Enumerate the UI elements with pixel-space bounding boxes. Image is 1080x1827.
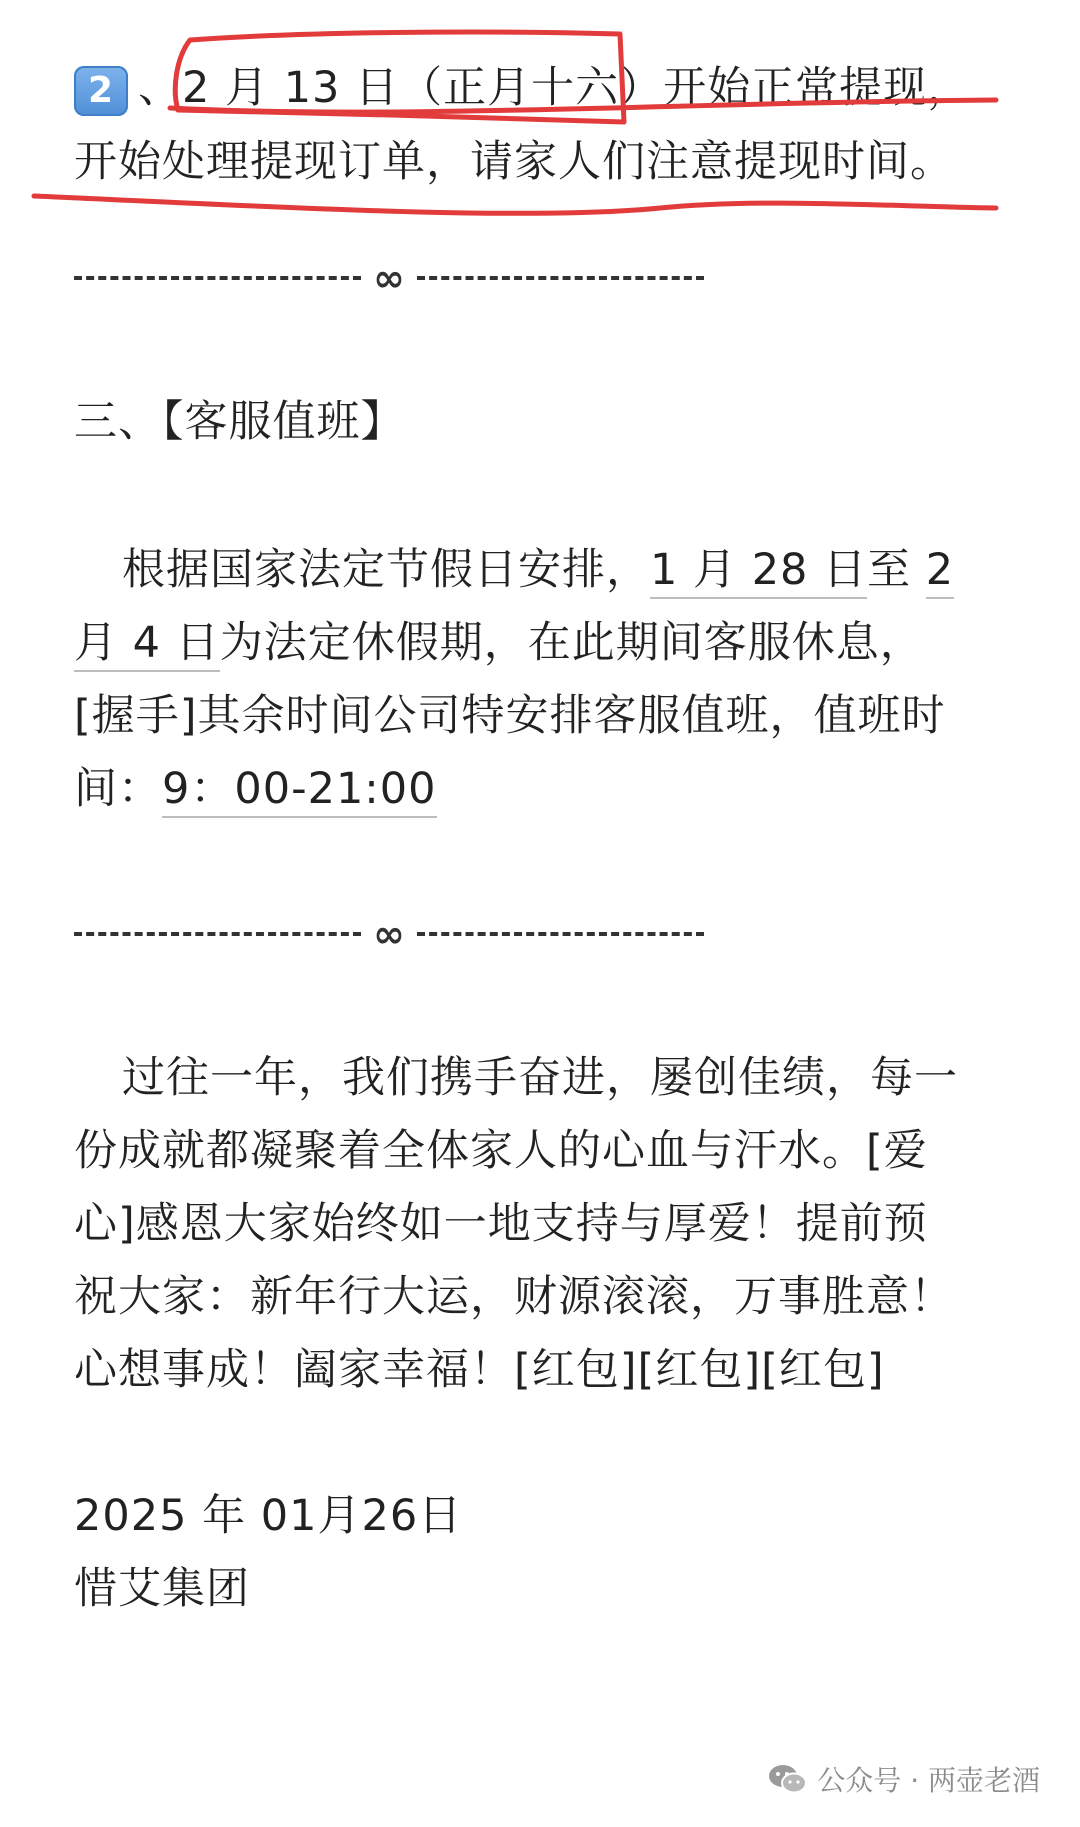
infinity-icon: ∞	[373, 912, 405, 956]
red-annotation-marks	[0, 0, 1080, 260]
divider	[74, 912, 704, 956]
paragraph-line: 间：9：00-21:00	[74, 761, 437, 817]
watermark	[767, 1759, 1040, 1799]
withdraw-date: 2 月 13 日	[182, 63, 400, 113]
number-2-badge: 2	[74, 66, 128, 116]
divider	[74, 256, 704, 300]
paragraph-line: 月 4 日为法定休假期，在此期间客服休息，	[74, 615, 924, 671]
closing-line: 过往一年，我们携手奋进，屡创佳绩，每一	[122, 1053, 958, 1103]
section-heading: 三、【客服值班】	[74, 397, 405, 447]
time-link: 9：00-21:00	[162, 764, 437, 818]
wechat-icon	[767, 1762, 809, 1796]
signature-date: 2025 年 01月26日	[74, 1491, 463, 1541]
underline-line-2	[34, 196, 996, 213]
closing-line: 祝大家：新年行大运，财源滚滚，万事胜意！	[74, 1272, 954, 1322]
paragraph-line: 根据国家法定节假日安排，1 月 28 日至 2	[122, 542, 954, 598]
watermark-text: 公众号 · 两壶老酒	[817, 1764, 1040, 1797]
date-link: 月 4 日	[74, 618, 220, 672]
closing-line: 心]感恩大家始终如一地支持与厚爱！提前预	[74, 1199, 928, 1249]
item-2-line-2: 开始处理提现订单，请家人们注意提现时间。	[74, 137, 954, 187]
closing-line: 份成就都凝聚着全体家人的心血与汗水。[爱	[74, 1126, 928, 1176]
signature-org: 惜艾集团	[74, 1564, 250, 1614]
infinity-icon: ∞	[373, 256, 405, 300]
item-2-line-1: 2 、2 月 13 日（正月十六）开始正常提现，	[74, 60, 971, 116]
paragraph-line: [握手]其余时间公司特安排客服值班，值班时	[74, 691, 946, 741]
closing-line: 心想事成！阖家幸福！[红包][红包][红包]	[74, 1345, 885, 1395]
date-link: 1 月 28 日	[650, 545, 867, 599]
